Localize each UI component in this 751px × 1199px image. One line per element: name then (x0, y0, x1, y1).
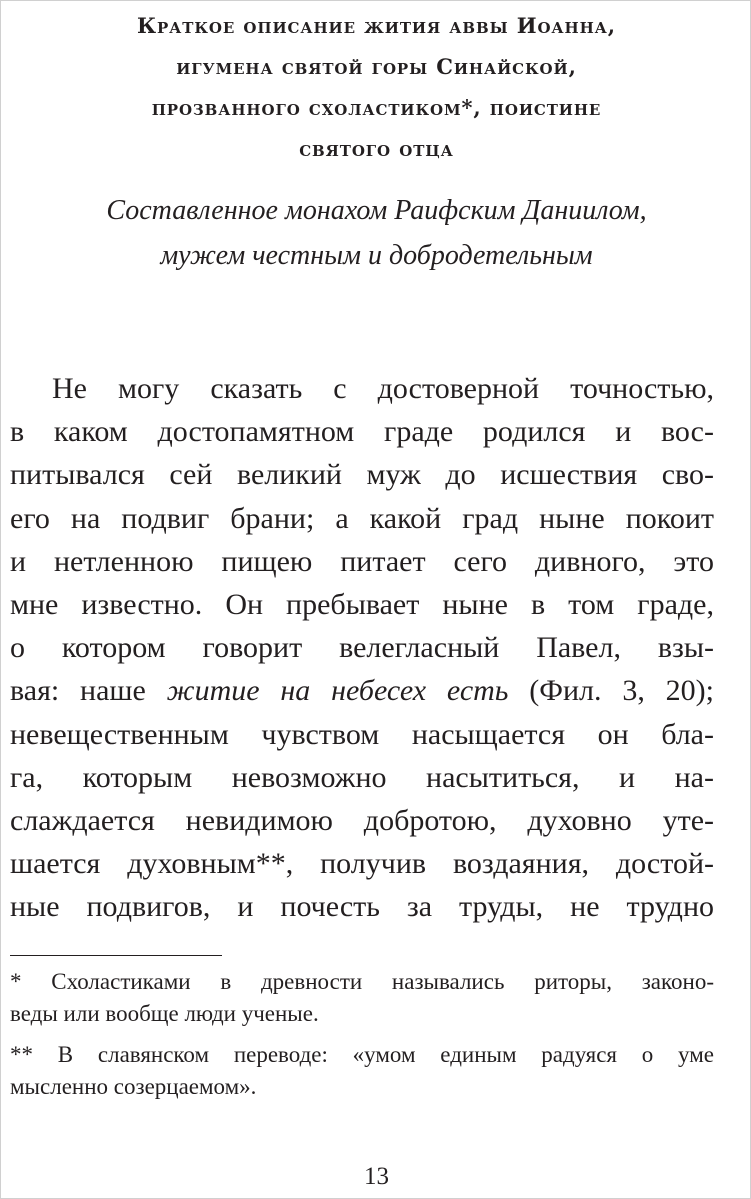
body-line: в каком достопамятном граде родился и вос- (10, 415, 714, 449)
chapter-subtitle (1, 188, 751, 278)
footnote-1 (10, 966, 714, 1030)
title-line-3: прозванного схоластиком*, поистине (151, 95, 602, 120)
body-text (10, 367, 714, 928)
footnote-line: ** В славянском переводе: «умом единым радуяся о уме (10, 1042, 714, 1067)
footnote-2 (10, 1039, 714, 1103)
body-text-segment: (Фил. 3, 20); (508, 674, 714, 708)
chapter-title (1, 5, 751, 169)
body-line: шается духовным**, получив воздаяния, достой- (10, 847, 714, 881)
subtitle-line-1: Составленное монахом Раифским Даниилом, (106, 195, 647, 226)
title-line-2: игумена святой горы Синайской, (176, 54, 577, 79)
body-text-segment: вая: наше (10, 674, 167, 708)
body-line: Не могу сказать с достоверной точностью, (52, 372, 714, 405)
body-line: питывался сей великий муж до исшествия сво- (10, 458, 714, 492)
footnote-line: * Схоластиками в древности назывались риторы, законо- (10, 969, 714, 994)
body-line (10, 669, 714, 712)
scripture-quote: житие на небесех есть (166, 674, 509, 708)
body-line: слаждается невидимою добротою, духовно уте- (10, 803, 714, 837)
subtitle-line-2: мужем честным и добродетельным (160, 240, 593, 271)
body-line: о котором говорит велегласный Павел, взы- (10, 631, 714, 665)
body-line: и нетленною пищею питает сего дивного, это (10, 544, 714, 578)
page-number: 13 (364, 1163, 389, 1190)
body-line: невещественным чувством насыщается он бла- (10, 717, 714, 751)
body-line: его на подвиг брани; а какой град ныне покоит (10, 501, 714, 535)
body-line: ные подвигов, и почесть за труды, не трудно (10, 890, 714, 924)
footnote-line: мысленно созерцаемом». (10, 1074, 257, 1099)
title-line-1: Краткое описание жития аввы Иоанна, (137, 13, 616, 38)
footnote-divider (10, 955, 222, 956)
title-line-4: святого отца (299, 136, 454, 161)
footnote-line: веды или вообще люди ученые. (10, 1001, 319, 1026)
body-line: мне известно. Он пребывает ныне в том граде, (10, 587, 714, 621)
body-line: га, которым невозможно насытиться, и на- (10, 760, 714, 794)
